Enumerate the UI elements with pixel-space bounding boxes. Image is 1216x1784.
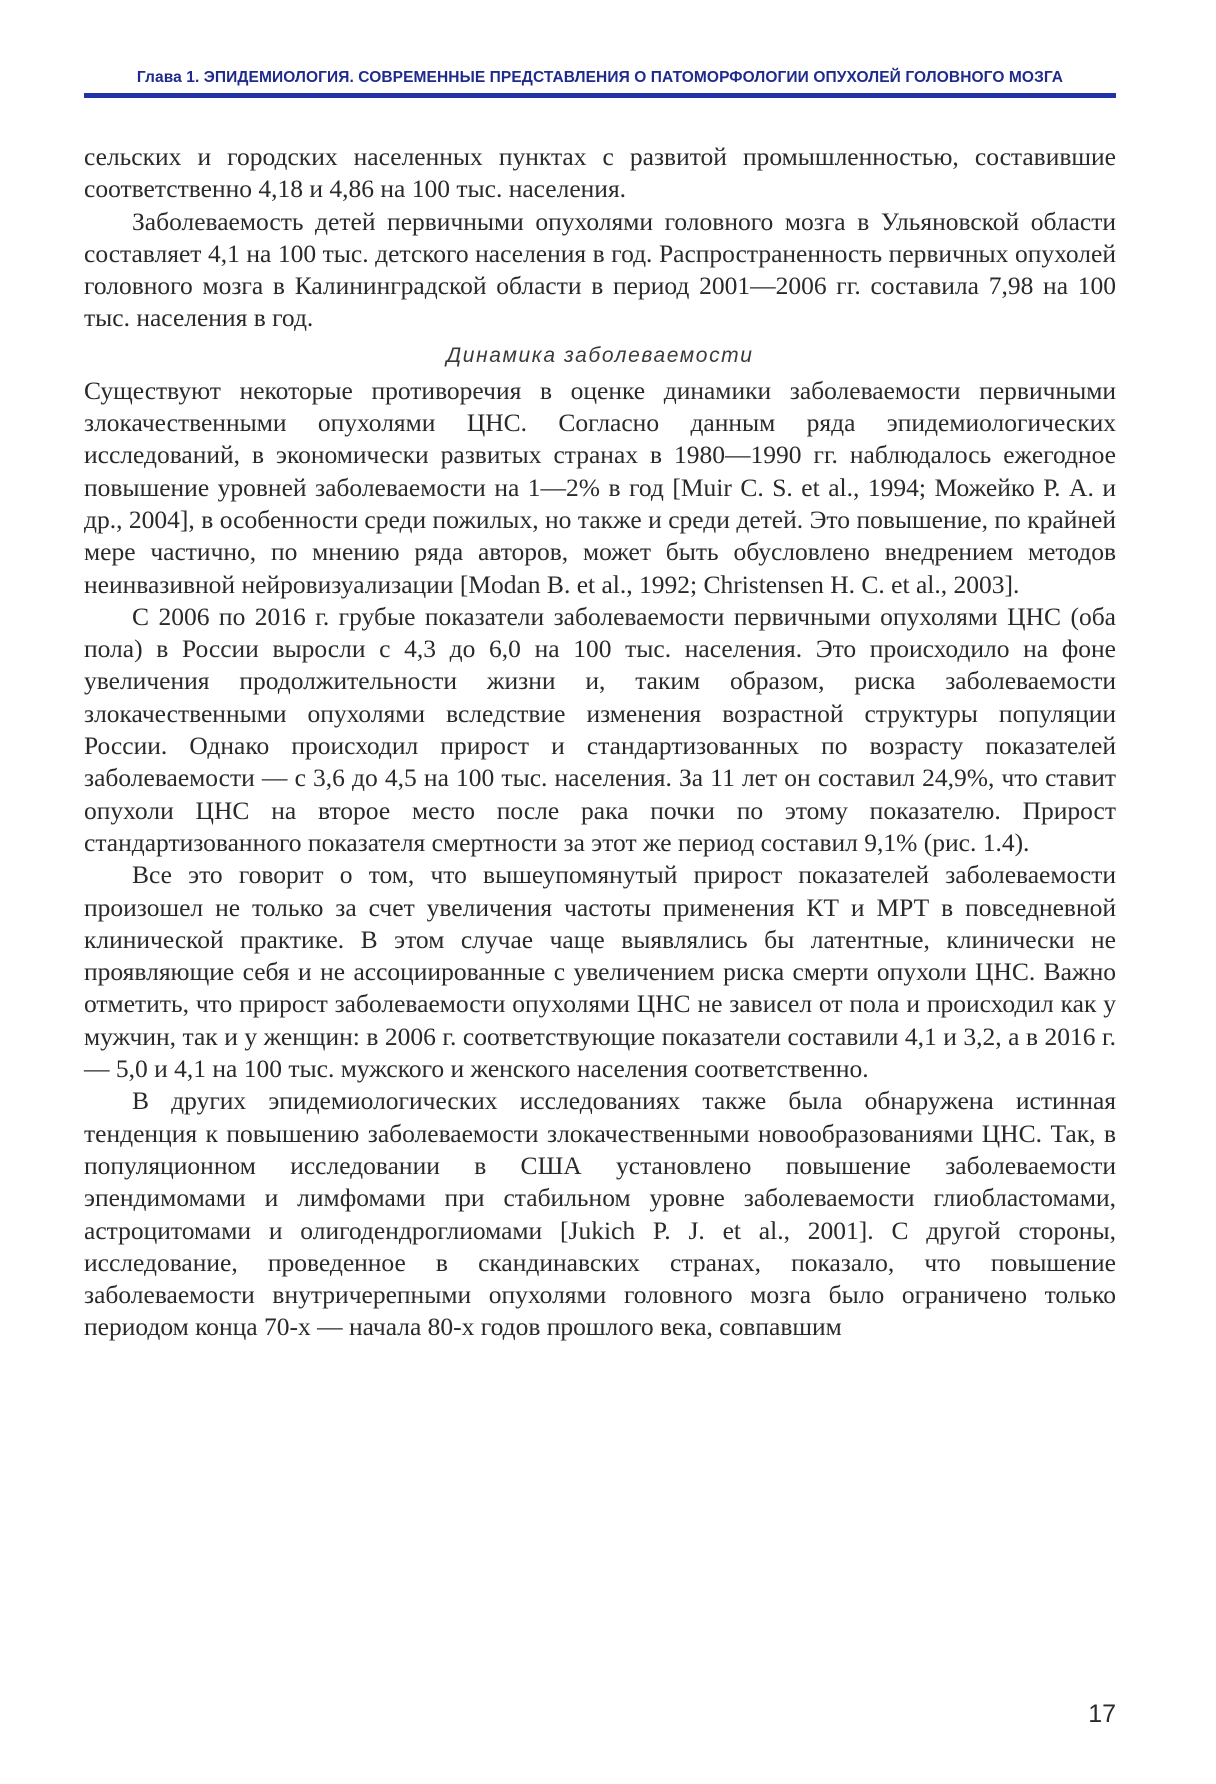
paragraph-gender-stats: Все это говорит о том, что вышеупомянутый прирост показателей заболеваемости произошел не только за счет увеличения частоты применения КТ и МРТ в повседневной клинической практике. В этом случае чаще выявлялись бы латентные, клинически не проявляющие себя и не ассоциированные с увеличением риска смерти опухоли ЦНС. Важно отметить, что прирост заболеваемости опухолями ЦНС не зависел от пола и происходил как у мужчин, так и у женщин: в 2006 г. соответствующие показатели составили 4,1 и 3,2, а в 2016 г. — 5,0 и 4,1 на 100 тыс. мужского и женского населения соответственно. (84, 860, 1116, 1084)
page-number: 17 (1088, 1700, 1116, 1728)
paragraph-other-studies: В других эпидемиологических исследованиях также была обнаружена истинная тенденция к повышению заболеваемости злокачественными новообразованиями ЦНС. Так, в популяционном исследовании в США установлено повышение заболеваемости эпендимомами и лимфомами при стабильном уровне заболеваемости глиобластомами, астроцитомами и олигодендроглиомами [Jukich P. J. et al., 2001]. С другой стороны, исследование, проведенное в скандинавских странах, показало, что повышение заболеваемости внутричерепными опухолями головного мозга было ограничено только периодом конца 70-х — начала 80-х годов прошлого века, совпавшим (84, 1086, 1116, 1342)
header-divider (84, 93, 1116, 98)
paragraph-continuation: сельских и городских населенных пунктах с развитой промышленностью, составившие соответственно 4,18 и 4,86 на 100 тыс. населения. (84, 142, 1116, 204)
paragraph-russia-stats: С 2006 по 2016 г. грубые показатели заболеваемости первичными опухолями ЦНС (оба пола) в России выросли с 4,3 до 6,0 на 100 тыс. населения. Это происходило на фоне увеличения продолжительности жизни и, таким образом, риска заболеваемости злокачественными опухолями вследствие изменения возрастной структуры популяции России. Однако происходил прирост и стандартизованных по возрасту показателей заболеваемости — с 3,6 до 4,5 на 100 тыс. населения. За 11 лет он составил 24,9%, что ставит опухоли ЦНС на второе место после рака почки по этому показателю. Прирост стандартизованного показателя смертности за этот же период составил 9,1% (рис. 1.4). (84, 601, 1116, 857)
paragraph-dynamics: Существуют некоторые противоречия в оценке динамики заболеваемости первичными злокачественными опухолями ЦНС. Согласно данным ряда эпидемиологических исследований, в экономически развитых странах в 1980—1990 гг. наблюдалось ежегодное повышение уровней заболеваемости на 1—2% в год [Muir C. S. et al., 1994; Можейко Р. А. и др., 2004], в особенности среди пожилых, но также и среди детей. Это повышение, по крайней мере частично, по мнению ряда авторов, может быть обусловлено внедрением методов неинвазивной нейровизуализации [Modan B. et al., 1992; Christensen H. C. et al., 2003]. (84, 375, 1116, 599)
paragraph-incidence-children: Заболеваемость детей первичными опухолями головного мозга в Ульяновской области составляет 4,1 на 100 тыс. детского населения в год. Распространенность первичных опухолей головного мозга в Калининградской области в период 2001—2006 гг. составила 7,98 на 100 тыс. населения в год. (84, 206, 1116, 333)
page-body (84, 141, 1116, 1344)
section-heading: Динамика заболеваемости (446, 343, 754, 367)
running-header (84, 68, 1116, 98)
chapter-title: Глава 1. ЭПИДЕМИОЛОГИЯ. СОВРЕМЕННЫЕ ПРЕДСТАВЛЕНИЯ О ПАТОМОРФОЛОГИИ ОПУХОЛЕЙ ГОЛОВНОГО МОЗГА (136, 69, 1064, 86)
